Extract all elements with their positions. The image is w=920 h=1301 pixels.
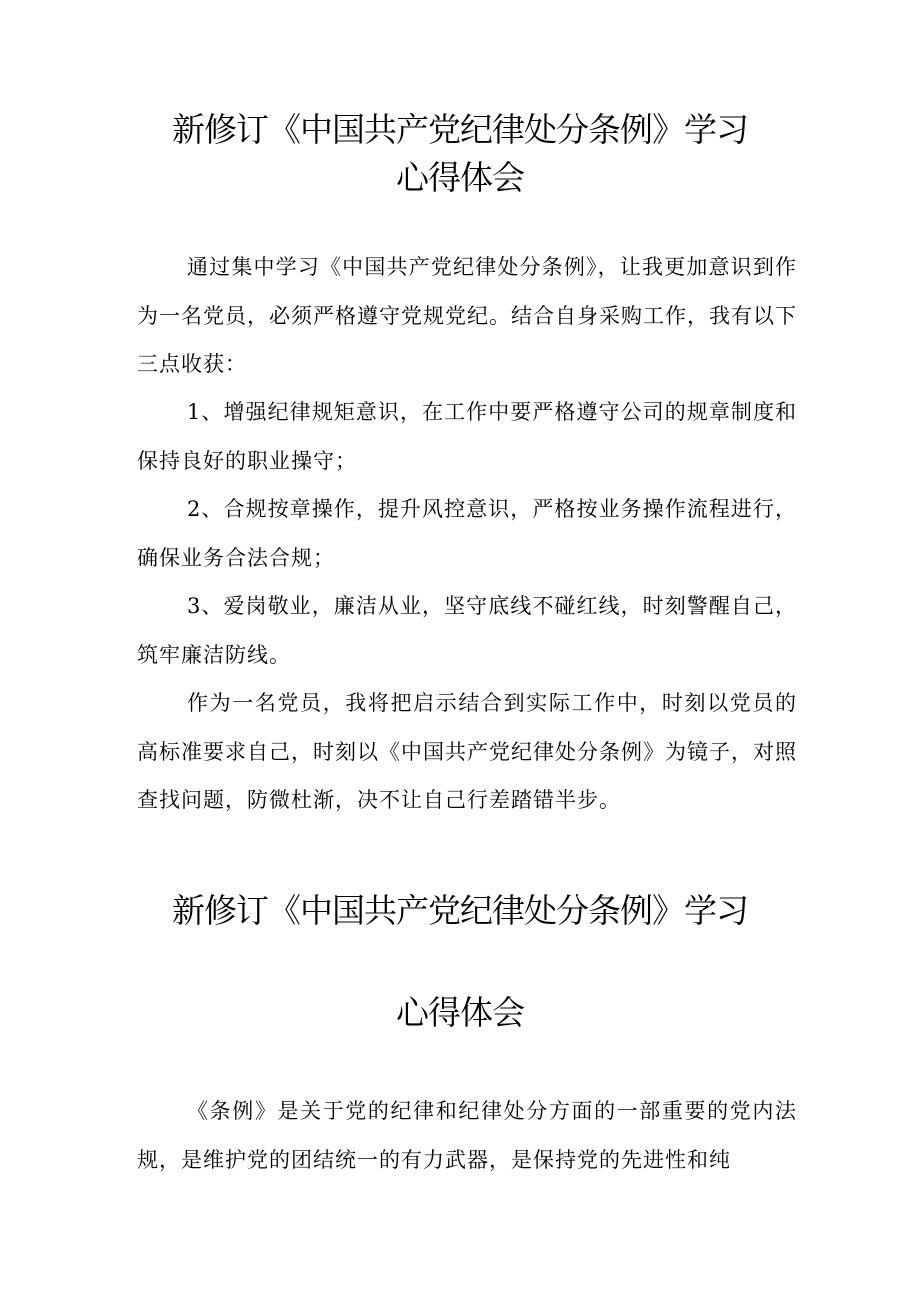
section1-paragraph-5: 作为一名党员，我将把启示结合到实际工作中，时刻以党员的高标准要求自己，时刻以《中国共产党纪律处分条例》为镜子，对照查找问题，防微杜渐，决不让自己行差踏错半步。 <box>137 691 797 812</box>
section1-paragraph-2: 1、增强纪律规矩意识，在工作中要严格遵守公司的规章制度和保持良好的职业操守； <box>137 400 797 473</box>
section2-title-line1: 新修订《中国共产党纪律处分条例》学习 <box>172 891 748 930</box>
section1-title-line2: 心得体会 <box>396 158 524 197</box>
section2-paragraph-1: 《条例》是关于党的纪律和纪律处分方面的一部重要的党内法规，是维护党的团结统一的有力武器，是保持党的先进性和纯 <box>137 1099 797 1172</box>
section1-title-line1: 新修订《中国共产党纪律处分条例》学习 <box>172 110 748 149</box>
section2-title-line2: 心得体会 <box>396 993 524 1032</box>
section1-paragraph-1: 通过集中学习《中国共产党纪律处分条例》，让我更加意识到作为一名党员，必须严格遵守党规党纪。结合自身采购工作，我有以下三点收获： <box>137 255 797 376</box>
section1-paragraph-3: 2、合规按章操作，提升风控意识，严格按业务操作流程进行，确保业务合法合规； <box>137 497 797 570</box>
section1-paragraph-4: 3、爱岗敬业，廉洁从业，坚守底线不碰红线，时刻警醒自己，筑牢廉洁防线。 <box>137 594 797 667</box>
